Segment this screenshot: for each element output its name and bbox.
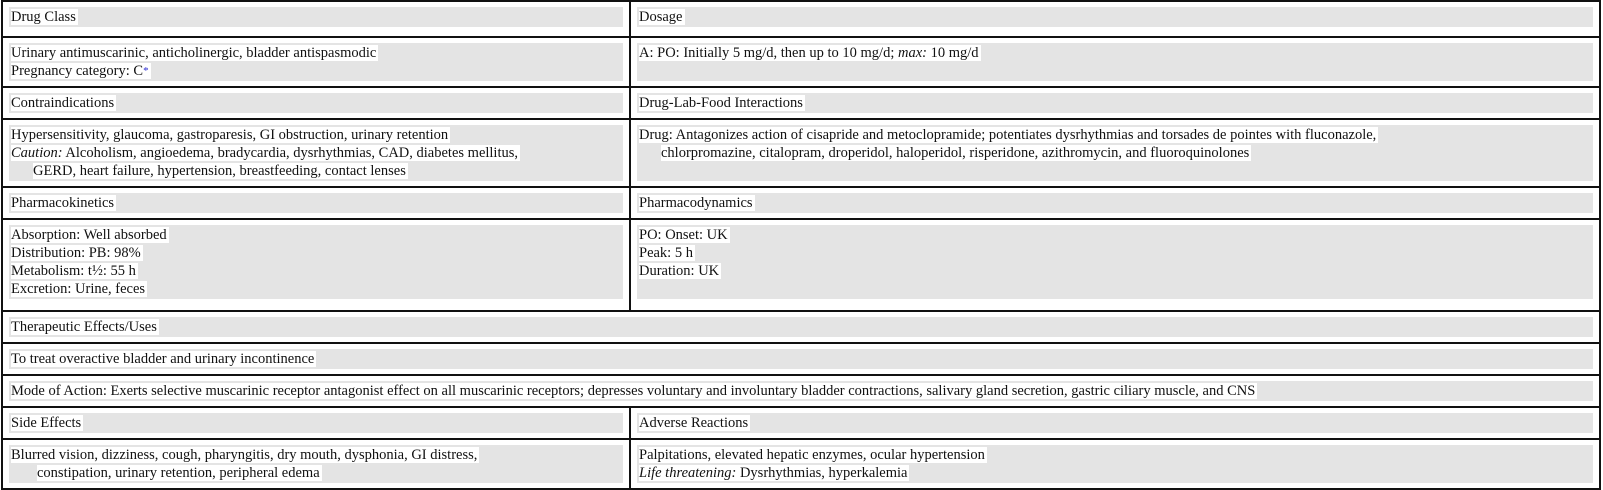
header-text: Drug-Lab-Food Interactions — [639, 95, 803, 111]
therapeutic-uses-cell — [2, 343, 1600, 375]
dosage-header — [630, 1, 1600, 37]
drug-monograph-table — [1, 0, 1601, 490]
adverse-reactions-header — [630, 407, 1600, 439]
side-effects-text-cont: constipation, urinary retention, peripheral edema — [37, 465, 320, 481]
header-text: Drug Class — [11, 9, 76, 25]
pregnancy-category: Pregnancy category: C — [11, 63, 144, 79]
contraindications-text: Hypersensitivity, glaucoma, gastroparesis, GI obstruction, urinary retention — [11, 127, 449, 143]
adverse-reactions-cell — [630, 439, 1600, 489]
caution-text: Alcoholism, angioedema, bradycardia, dysrhythmias, CAD, diabetes mellitus, — [62, 145, 519, 161]
dosage-text: A: PO: Initially 5 mg/d, then up to 10 mg/d; — [639, 45, 898, 61]
therapeutic-text: To treat overactive bladder and urinary incontinence — [11, 351, 315, 367]
interactions-cell — [630, 119, 1600, 187]
side-effects-header — [2, 407, 630, 439]
life-threatening-text: Dysrhythmias, hyperkalemia — [736, 465, 908, 481]
max-label: max: — [897, 45, 927, 61]
pharmacokinetics-header — [2, 187, 630, 219]
onset: PO: Onset: UK — [639, 227, 728, 243]
side-effects-cell — [2, 439, 630, 489]
footnote-star: * — [143, 65, 149, 77]
peak: Peak: 5 h — [639, 245, 693, 261]
adverse-text: Palpitations, elevated hepatic enzymes, ocular hypertension — [639, 447, 985, 463]
contraindications-cell — [2, 119, 630, 187]
drug-class-text: Urinary antimuscarinic, anticholinergic, bladder antispasmodic — [11, 45, 377, 61]
interactions-text: Drug: Antagonizes action of cisapride and metoclopramide; potentiates dysrhythmias and torsades de pointes with fluconazole, — [639, 127, 1377, 143]
contraindications-header — [2, 87, 630, 119]
pharmacokinetics-cell — [2, 219, 630, 311]
header-text: Pharmacokinetics — [11, 195, 115, 211]
drug-class-header — [2, 1, 630, 37]
mode-of-action-text: Mode of Action: Exerts selective muscarinic receptor antagonist effect on all muscarinic receptors; depresses voluntary and involuntary bladder contractions, salivary gland secretion, gastric ciliary muscle, and CNS — [11, 383, 1256, 399]
dosage-cell — [630, 37, 1600, 87]
header-text: Pharmacodynamics — [639, 195, 753, 211]
therapeutic-header — [2, 311, 1600, 343]
header-text: Dosage — [639, 9, 683, 25]
side-effects-text: Blurred vision, dizziness, cough, pharyngitis, dry mouth, dysphonia, GI distress, — [11, 447, 478, 463]
header-text: Contraindications — [11, 95, 115, 111]
caution-label: Caution: — [11, 145, 63, 161]
pharmacodynamics-header — [630, 187, 1600, 219]
pharmacodynamics-cell — [630, 219, 1600, 311]
distribution: Distribution: PB: 98% — [11, 245, 141, 261]
caution-text-cont: GERD, heart failure, hypertension, breastfeeding, contact lenses — [33, 163, 406, 179]
absorption: Absorption: Well absorbed — [11, 227, 167, 243]
duration: Duration: UK — [639, 263, 720, 279]
drug-class-cell — [2, 37, 630, 87]
interactions-text-cont: chlorpromazine, citalopram, droperidol, haloperidol, risperidone, azithromycin, and fluoroquinolones — [661, 145, 1250, 161]
interactions-header — [630, 87, 1600, 119]
max-dose: 10 mg/d — [926, 45, 979, 61]
header-text: Side Effects — [11, 415, 82, 431]
excretion: Excretion: Urine, feces — [11, 281, 146, 297]
mode-of-action-cell — [2, 375, 1600, 407]
header-text: Therapeutic Effects/Uses — [11, 319, 157, 335]
life-threatening-label: Life threatening: — [639, 465, 737, 481]
metabolism: Metabolism: t½: 55 h — [11, 263, 136, 279]
header-text: Adverse Reactions — [639, 415, 749, 431]
